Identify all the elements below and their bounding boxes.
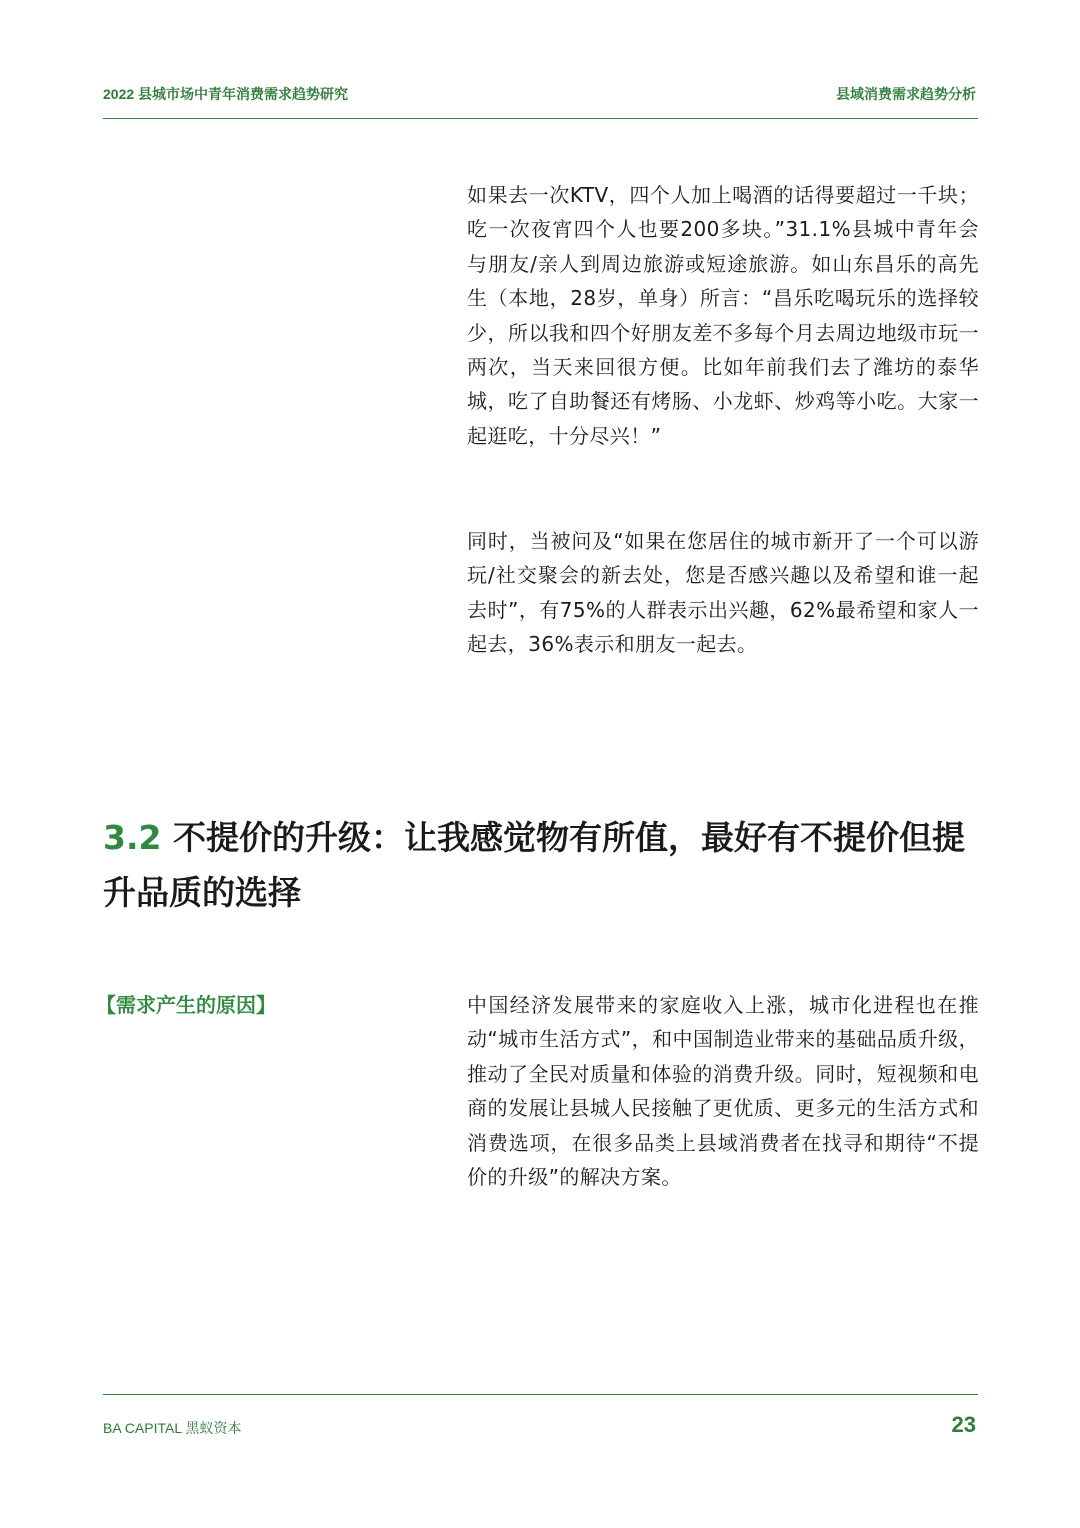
header-divider [103, 118, 978, 119]
footer-brand: BA CAPITAL 黑蚁资本 [103, 1420, 242, 1436]
section-number: 3.2 [103, 818, 162, 857]
footer-divider [103, 1394, 978, 1395]
body-paragraph-interview-quote: 如果去一次KTV，四个人加上喝酒的话得要超过一千块；吃一次夜宵四个人也要200多块。”31.1%县城中青年会与朋友/亲人到周边旅游或短途旅游。如山东昌乐的高先生（本地，28岁，单身）所言：“昌乐吃喝玩乐的选择较少，所以我和四个好朋友差不多每个月去周边地级市玩一两次，当天来回很方便。比如年前我们去了潍坊的泰华城，吃了自助餐还有烤肠、小龙虾、炒鸡等小吃。大家一起逛吃，十分尽兴！” [467, 183, 979, 448]
page-number: 23 [951, 1412, 976, 1437]
running-header-title: 2022 县城市场中青年消费需求趋势研究 [103, 86, 349, 102]
body-paragraph-survey-result: 同时，当被问及“如果在您居住的城市新开了一个可以游玩/社交聚会的新去处，您是否感兴趣以及希望和谁一起去时”，有75%的人群表示出兴趣，62%最希望和家人一起去，36%表示和朋友一起去。 [467, 529, 979, 657]
running-header-section: 县域消费需求趋势分析 [836, 86, 976, 102]
section-title: 不提价的升级：让我感觉物有所值，最好有不提价但提升品质的选择 [103, 818, 965, 912]
body-paragraph-demand-cause: 中国经济发展带来的家庭收入上涨，城市化进程也在推动“城市生活方式”，和中国制造业带来的基础品质升级，推动了全民对质量和体验的消费升级。同时，短视频和电商的发展让县城人民接触了更优质、更多元的生活方式和消费选项，在很多品类上县域消费者在找寻和期待“不提价的升级”的解决方案。 [467, 993, 979, 1190]
side-label-demand-cause: 【需求产生的原因】 [96, 993, 276, 1017]
section-heading [103, 810, 983, 920]
